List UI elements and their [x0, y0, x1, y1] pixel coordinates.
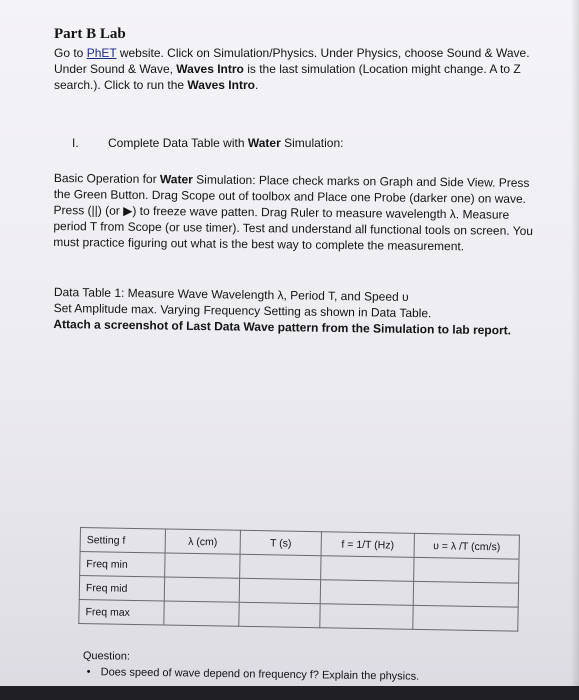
phet-link[interactable]: PhET [86, 46, 117, 60]
page-shadow [571, 0, 579, 700]
data-table-instructions: Data Table 1: Measure Wave Wavelength λ, Period T, and Speed υ Set Amplitude max. Varying Frequency Setting as shown in Data Table. Attach a screenshot of Last Data Wave pattern from the Simulation to lab report. [53, 284, 512, 338]
row-label: Freq max [79, 599, 164, 624]
table-cell[interactable] [165, 553, 240, 578]
background-edge [0, 686, 579, 700]
table-cell[interactable] [320, 580, 413, 606]
table-cell[interactable] [320, 604, 413, 630]
table-cell[interactable] [413, 581, 518, 607]
lab-title: Part B Lab [54, 26, 126, 42]
header-cell: λ (cm) [165, 529, 240, 554]
table-cell[interactable] [413, 605, 518, 631]
table-cell[interactable] [240, 554, 321, 579]
question-block [83, 648, 420, 685]
section-heading: I. Complete Data Table with Water Simulation: [72, 136, 344, 150]
basic-operation-paragraph: Basic Operation for Water Simulation: Place check marks on Graph and Side View. Press the Green Button. Drag Scope out of toolbox and Place one Probe (darker one) on wave. Press (||) (or ▶) to freeze wave patten. Drag Ruler to measure wavelength λ. Measure period T from Scope (or use timer). Test and understand all functional tools on screen. You must practice figuring out what is the best way to complete the measurement. [53, 170, 534, 254]
header-cell: f = 1/T (Hz) [321, 532, 414, 558]
intro-paragraph: Go to PhET website. Click on Simulation/Physics. Under Physics, choose Sound & Wave. Under Sound & Wave, Waves Intro is the last simulation (Location might change. A to Z search.). Click to run the Waves Intro. [54, 46, 530, 92]
question-label: Question: [82, 649, 131, 663]
table-cell[interactable] [239, 602, 320, 627]
header-cell: υ = λ /T (cm/s) [414, 533, 519, 559]
header-cell: T (s) [240, 530, 321, 555]
table-cell[interactable] [164, 601, 239, 626]
question-item: • Does speed of wave depend on frequency f? Explain the physics. [86, 666, 420, 683]
data-table-1 [78, 527, 520, 632]
bullet-icon: • [86, 666, 91, 679]
header-cell: Setting f [80, 528, 165, 553]
row-label: Freq min [80, 552, 165, 577]
table-cell[interactable] [164, 577, 239, 602]
table-cell[interactable] [239, 578, 320, 603]
row-label: Freq mid [79, 576, 164, 601]
table-cell[interactable] [414, 557, 519, 583]
section-number: I. [72, 136, 79, 150]
table-cell[interactable] [321, 556, 414, 582]
